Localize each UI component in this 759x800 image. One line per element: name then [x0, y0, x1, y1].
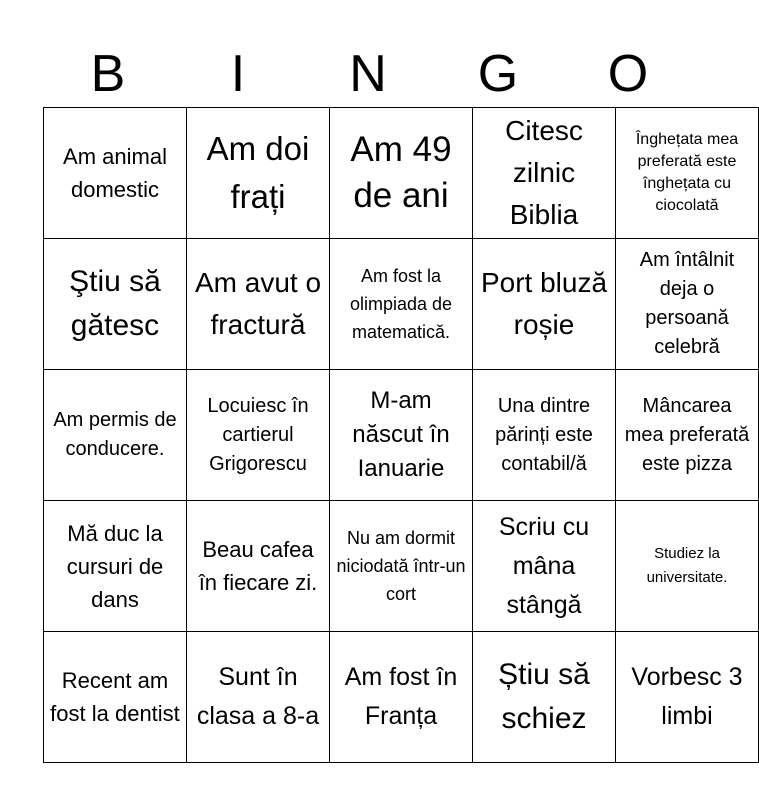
- grid-row: [44, 370, 759, 501]
- bingo-cell[interactable]: Locuiesc în cartierul Grigorescu: [187, 370, 330, 501]
- bingo-header: [43, 40, 693, 108]
- bingo-cell[interactable]: Citesc zilnic Biblia: [473, 108, 616, 239]
- header-letter-b: B: [90, 45, 126, 103]
- bingo-cell[interactable]: Am avut o fractură: [187, 239, 330, 370]
- header-letter-o: O: [607, 45, 649, 103]
- bingo-cell[interactable]: Ştiu să gătesc: [44, 239, 187, 370]
- grid-row: [44, 632, 759, 763]
- bingo-cell[interactable]: Am permis de conducere.: [44, 370, 187, 501]
- bingo-cell[interactable]: Știu să schiez: [473, 632, 616, 763]
- bingo-cell[interactable]: Am fost în Franța: [330, 632, 473, 763]
- bingo-cell[interactable]: Am întâlnit deja o persoană celebră: [616, 239, 759, 370]
- bingo-cell[interactable]: Scriu cu mâna stângă: [473, 501, 616, 632]
- header-letter-i: I: [230, 45, 246, 103]
- bingo-cell[interactable]: Am fost la olimpiada de matematică.: [330, 239, 473, 370]
- bingo-cell[interactable]: Recent am fost la dentist: [44, 632, 187, 763]
- bingo-cell[interactable]: Am doi frați: [187, 108, 330, 239]
- bingo-cell[interactable]: Port bluză roșie: [473, 239, 616, 370]
- bingo-cell[interactable]: Studiez la universitate.: [616, 501, 759, 632]
- bingo-cell[interactable]: M-am născut în Ianuarie: [330, 370, 473, 501]
- bingo-cell[interactable]: Mă duc la cursuri de dans: [44, 501, 187, 632]
- grid-row: [44, 501, 759, 632]
- header-letter-n: N: [349, 45, 387, 103]
- bingo-cell[interactable]: Beau cafea în fiecare zi.: [187, 501, 330, 632]
- bingo-cell[interactable]: Una dintre părinți este contabil/ă: [473, 370, 616, 501]
- bingo-cell[interactable]: Am animal domestic: [44, 108, 187, 239]
- bingo-grid: [43, 107, 759, 763]
- bingo-cell[interactable]: Nu am dormit niciodată într-un cort: [330, 501, 473, 632]
- bingo-cell[interactable]: Am 49 de ani: [330, 108, 473, 239]
- grid-row: [44, 239, 759, 370]
- grid-row: [44, 108, 759, 239]
- header-letter-g: G: [477, 45, 519, 103]
- bingo-cell[interactable]: Vorbesc 3 limbi: [616, 632, 759, 763]
- bingo-cell[interactable]: Mâncarea mea preferată este pizza: [616, 370, 759, 501]
- bingo-cell[interactable]: Înghețata mea preferată este înghețata cu ciocolată: [616, 108, 759, 239]
- bingo-cell[interactable]: Sunt în clasa a 8-a: [187, 632, 330, 763]
